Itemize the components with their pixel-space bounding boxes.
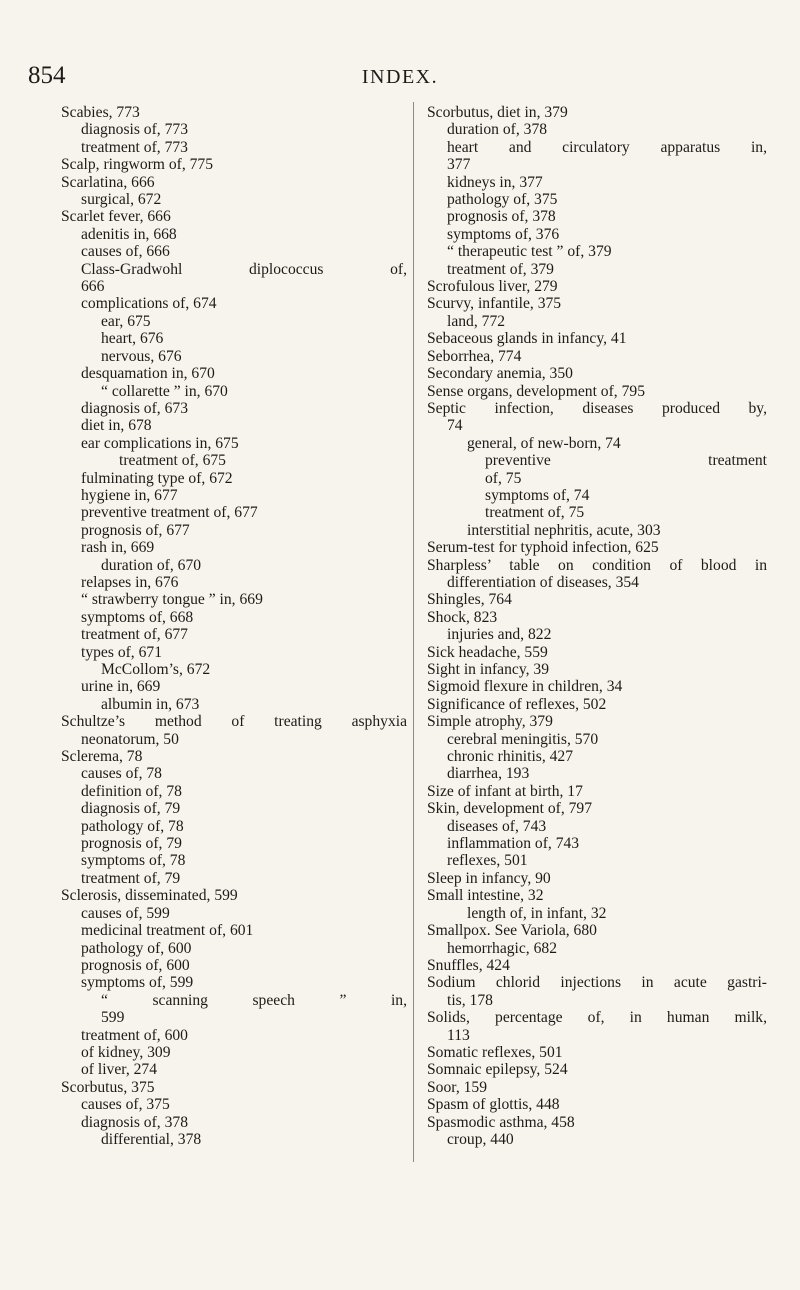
index-entry: prognosis of, 79 xyxy=(81,835,182,853)
index-entry: ear, 675 xyxy=(101,312,151,330)
index-entry: Somnaic epilepsy, 524 xyxy=(427,1061,568,1079)
index-entry: albumin in, 673 xyxy=(101,695,200,713)
index-entry: Seborrhea, 774 xyxy=(427,347,522,365)
index-entry: Sense organs, development of, 795 xyxy=(427,382,645,400)
index-column-right xyxy=(427,104,767,1148)
index-entry: rash in, 669 xyxy=(81,539,155,557)
index-entry: interstitial nephritis, acute, 303 xyxy=(467,521,661,539)
index-entry: symptoms of, 668 xyxy=(81,608,194,626)
index-entry: differential, 378 xyxy=(101,1130,202,1148)
index-entry: Shock, 823 xyxy=(427,608,498,626)
index-entry: Significance of reflexes, 502 xyxy=(427,695,607,713)
index-entry: Sebaceous glands in infancy, 41 xyxy=(427,330,627,348)
index-entry: Solids, percentage of, in human milk, xyxy=(427,1009,767,1027)
index-entry: land, 772 xyxy=(447,312,506,330)
running-head: INDEX. xyxy=(361,66,439,88)
index-entry: pathology of, 78 xyxy=(81,817,184,835)
index-entry: pathology of, 600 xyxy=(81,939,192,957)
index-entry: 666 xyxy=(81,278,105,296)
index-entry: surgical, 672 xyxy=(81,191,162,209)
index-entry: Scarlet fever, 666 xyxy=(61,208,171,226)
index-entry: Spasmodic asthma, 458 xyxy=(427,1113,575,1131)
index-entry: Shingles, 764 xyxy=(427,591,512,609)
index-entry: hemorrhagic, 682 xyxy=(447,939,557,957)
index-entry: Size of infant at birth, 17 xyxy=(427,782,583,800)
index-entry: heart, 676 xyxy=(101,330,164,348)
index-entry: 74 xyxy=(447,417,463,435)
index-entry: reflexes, 501 xyxy=(447,852,528,870)
index-entry: Scalp, ringworm of, 775 xyxy=(61,156,214,174)
index-entry: inflammation of, 743 xyxy=(447,835,580,853)
index-entry: Sick headache, 559 xyxy=(427,643,548,661)
index-entry: Smallpox. See Variola, 680 xyxy=(427,922,597,940)
index-entry: of liver, 274 xyxy=(81,1061,158,1079)
index-entry: diagnosis of, 79 xyxy=(81,800,181,818)
index-entry: Class-Gradwohl diplococcus of, xyxy=(81,260,407,278)
index-entry: Scorbutus, 375 xyxy=(61,1078,155,1096)
index-entry: “ strawberry tongue ” in, 669 xyxy=(81,591,263,609)
index-entry: treatment of, 675 xyxy=(119,452,226,470)
index-entry: Small intestine, 32 xyxy=(427,887,544,905)
index-entry: prognosis of, 677 xyxy=(81,521,190,539)
page-number: 854 xyxy=(28,62,66,89)
index-entry: Scrofulous liver, 279 xyxy=(427,278,558,296)
index-entry: Spasm of glottis, 448 xyxy=(427,1096,560,1114)
index-entry: diagnosis of, 378 xyxy=(81,1113,188,1131)
index-entry: complications of, 674 xyxy=(81,295,217,313)
index-entry: symptoms of, 78 xyxy=(81,852,186,870)
index-entry: definition of, 78 xyxy=(81,782,182,800)
index-entry: Serum-test for typhoid infection, 625 xyxy=(427,539,659,557)
index-entry: treatment of, 75 xyxy=(485,504,585,522)
index-entry: 113 xyxy=(447,1026,470,1044)
index-entry: Sleep in infancy, 90 xyxy=(427,869,551,887)
index-entry: Sharpless’ table on condition of blood in xyxy=(427,556,767,574)
index-entry: 377 xyxy=(447,156,471,174)
index-entry: causes of, 599 xyxy=(81,904,170,922)
index-entry: treatment of, 379 xyxy=(447,260,554,278)
index-entry: chronic rhinitis, 427 xyxy=(447,748,574,766)
index-entry: treatment of, 677 xyxy=(81,626,188,644)
index-entry: Scarlatina, 666 xyxy=(61,173,155,191)
index-entry: treatment of, 79 xyxy=(81,869,181,887)
index-entry: types of, 671 xyxy=(81,643,162,661)
index-entry: cerebral meningitis, 570 xyxy=(447,730,599,748)
index-entry: Snuffles, 424 xyxy=(427,956,510,974)
index-entry: diseases of, 743 xyxy=(447,817,547,835)
index-entry: kidneys in, 377 xyxy=(447,173,543,191)
index-entry: neonatorum, 50 xyxy=(81,730,179,748)
index-entry: Soor, 159 xyxy=(427,1078,488,1096)
index-entry: Sigmoid flexure in children, 34 xyxy=(427,678,623,696)
index-entry: medicinal treatment of, 601 xyxy=(81,922,254,940)
index-entry: heart and circulatory apparatus in, xyxy=(447,138,767,156)
index-entry: preventive treatment xyxy=(485,452,767,470)
index-entry: fulminating type of, 672 xyxy=(81,469,233,487)
index-entry: duration of, 670 xyxy=(101,556,202,574)
index-entry: “ therapeutic test ” of, 379 xyxy=(447,243,612,261)
index-entry: diarrhea, 193 xyxy=(447,765,530,783)
index-entry: treatment of, 773 xyxy=(81,138,188,156)
index-entry: Sodium chlorid injections in acute gastri- xyxy=(427,974,767,992)
index-entry: diagnosis of, 673 xyxy=(81,399,188,417)
index-entry: injuries and, 822 xyxy=(447,626,552,644)
index-entry: tis, 178 xyxy=(447,991,493,1009)
index-entry: 599 xyxy=(101,1009,125,1027)
index-entry: symptoms of, 74 xyxy=(485,486,590,504)
index-entry: symptoms of, 599 xyxy=(81,974,194,992)
index-entry: croup, 440 xyxy=(447,1130,514,1148)
index-entry: Septic infection, diseases produced by, xyxy=(427,399,767,417)
index-entry: Simple atrophy, 379 xyxy=(427,713,553,731)
index-entry: Sight in infancy, 39 xyxy=(427,661,549,678)
index-entry: of, 75 xyxy=(485,469,522,487)
index-entry: treatment of, 600 xyxy=(81,1026,188,1044)
index-entry: of kidney, 309 xyxy=(81,1043,171,1061)
index-entry: desquamation in, 670 xyxy=(81,365,215,383)
index-entry: hygiene in, 677 xyxy=(81,486,178,504)
index-entry: length of, in infant, 32 xyxy=(467,904,607,922)
index-entry: urine in, 669 xyxy=(81,678,161,696)
index-entry: Scabies, 773 xyxy=(61,104,140,121)
index-entry: differentiation of diseases, 354 xyxy=(447,573,639,591)
index-entry: Scurvy, infantile, 375 xyxy=(427,295,562,313)
index-entry: duration of, 378 xyxy=(447,121,548,139)
index-entry: ear complications in, 675 xyxy=(81,434,239,452)
index-entry: Sclerosis, disseminated, 599 xyxy=(61,887,238,905)
index-entry: causes of, 78 xyxy=(81,765,162,783)
index-entry: Somatic reflexes, 501 xyxy=(427,1043,563,1061)
index-entry: “ collarette ” in, 670 xyxy=(101,382,228,400)
index-entry: Secondary anemia, 350 xyxy=(427,365,573,383)
index-entry: adenitis in, 668 xyxy=(81,225,177,243)
index-entry: preventive treatment of, 677 xyxy=(81,504,258,522)
index-entry: diagnosis of, 773 xyxy=(81,121,188,139)
column-divider xyxy=(413,102,414,1162)
index-entry: causes of, 666 xyxy=(81,243,170,261)
index-entry: general, of new-born, 74 xyxy=(467,434,621,452)
index-entry: diet in, 678 xyxy=(81,417,152,435)
index-entry: nervous, 676 xyxy=(101,347,182,365)
index-entry: Skin, development of, 797 xyxy=(427,800,593,818)
index-entry: “ scanning speech ” in, xyxy=(101,991,407,1009)
index-entry: prognosis of, 378 xyxy=(447,208,556,226)
index-entry: symptoms of, 376 xyxy=(447,225,560,243)
index-entry: McCollom’s, 672 xyxy=(101,661,211,678)
index-entry: Schultze’s method of treating asphyxia xyxy=(61,713,407,731)
index-entry: pathology of, 375 xyxy=(447,191,558,209)
index-entry: causes of, 375 xyxy=(81,1096,170,1114)
index-entry: prognosis of, 600 xyxy=(81,956,190,974)
index-entry: Sclerema, 78 xyxy=(61,748,143,766)
index-entry: Scorbutus, diet in, 379 xyxy=(427,104,568,121)
index-column-left xyxy=(61,104,407,1148)
index-entry: relapses in, 676 xyxy=(81,573,179,591)
